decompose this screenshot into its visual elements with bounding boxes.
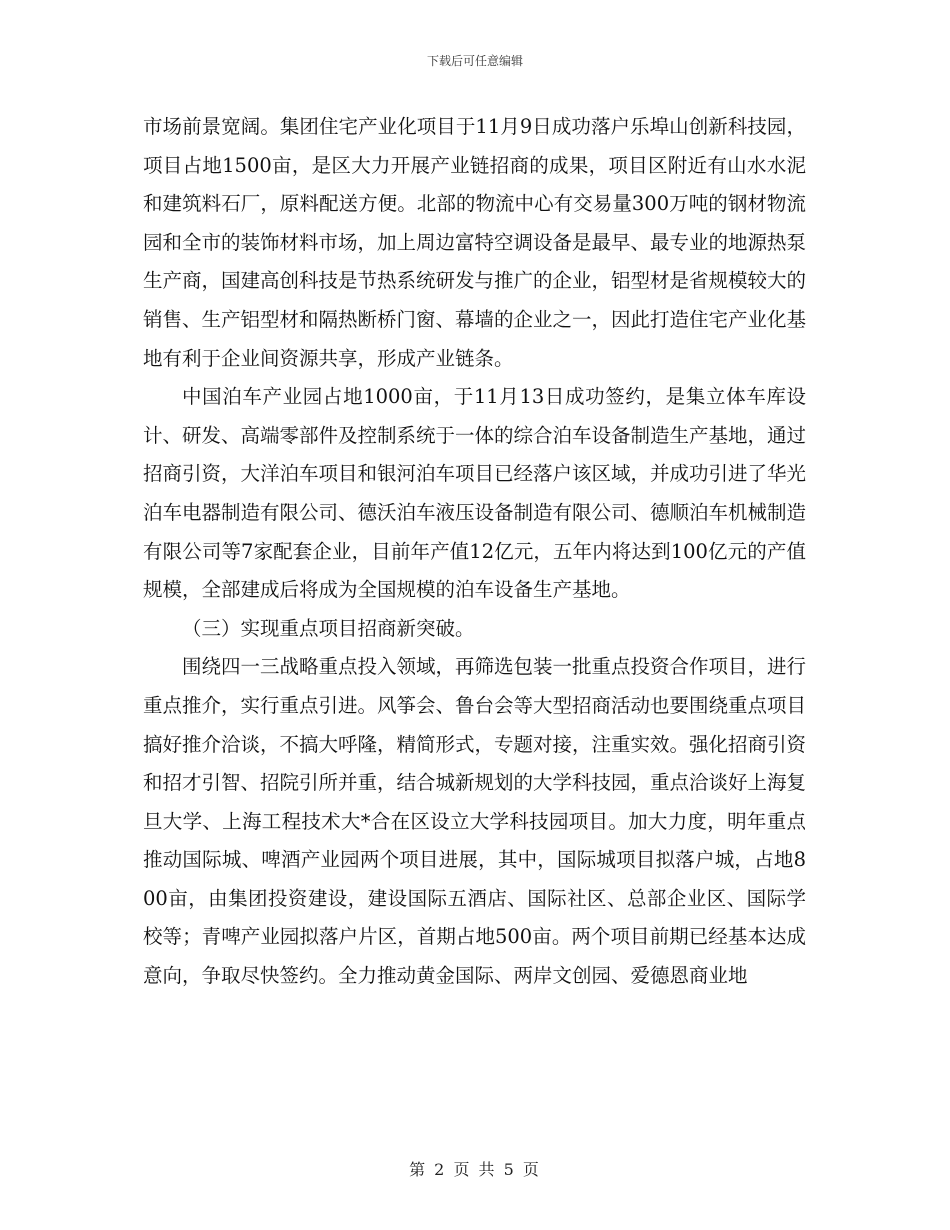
document-body (143, 108, 806, 996)
page-header: 下载后可任意编辑 (426, 54, 523, 68)
page-number-footer: 第 2 页 共 5 页 (409, 1160, 541, 1179)
paragraph-3: 围绕四一三战略重点投入领域，再筛选包装一批重点投资合作项目，进行重点推介，实行重点引进。风筝会、鲁台会等大型招商活动也要围绕重点项目搞好推介洽谈，不搞大呼隆，精简形式，专题对接，注重实效。强化招商引资和招才引智、招院引所并重，结合城新规划的大学科技园，重点洽谈好上海复旦大学、上海工程技术大*合在区设立大学科技园项目。加大力度，明年重点推动国际城、啤酒产业园两个项目进展，其中，国际城项目拟落户城，占地800亩，由集团投资建设，建设国际五酒店、国际社区、总部企业区、国际学校等；青啤产业园拟落户片区，首期占地500亩。两个项目前期已经基本达成意向，争取尽快签约。全力推动黄金国际、两岸文创园、爱德恩商业地 (143, 655, 807, 988)
section-heading: （三）实现重点项目招商新突破。 (182, 616, 475, 640)
paragraph-1: 市场前景宽阔。集团住宅产业化项目于11月9日成功落户乐埠山创新科技园，项目占地1500亩，是区大力开展产业链招商的成果，项目区附近有山水水泥和建筑料石厂，原料配送方便。北部的物流中心有交易量300万吨的钢材物流园和全市的装饰材料市场，加上周边富特空调设备是最早、最专业的地源热泵生产商，国建高创科技是节热系统研发与推广的企业，铝型材是省规模较大的销售、生产铝型材和隔热断桥门窗、幕墙的企业之一，因此打造住宅产业化基地有利于企业间资源共享，形成产业链条。 (143, 115, 807, 370)
paragraph-2: 中国泊车产业园占地1000亩，于11月13日成功签约，是集立体车库设计、研发、高端零部件及控制系统于一体的综合泊车设备制造生产基地，通过招商引资，大洋泊车项目和银河泊车项目已经落户该区域，并成功引进了华光泊车电器制造有限公司、德沃泊车液压设备制造有限公司、德顺泊车机械制造有限公司等7家配套企业，目前年产值12亿元，五年内将达到100亿元的产值规模，全部建成后将成为全国规模的泊车设备生产基地。 (143, 385, 807, 602)
